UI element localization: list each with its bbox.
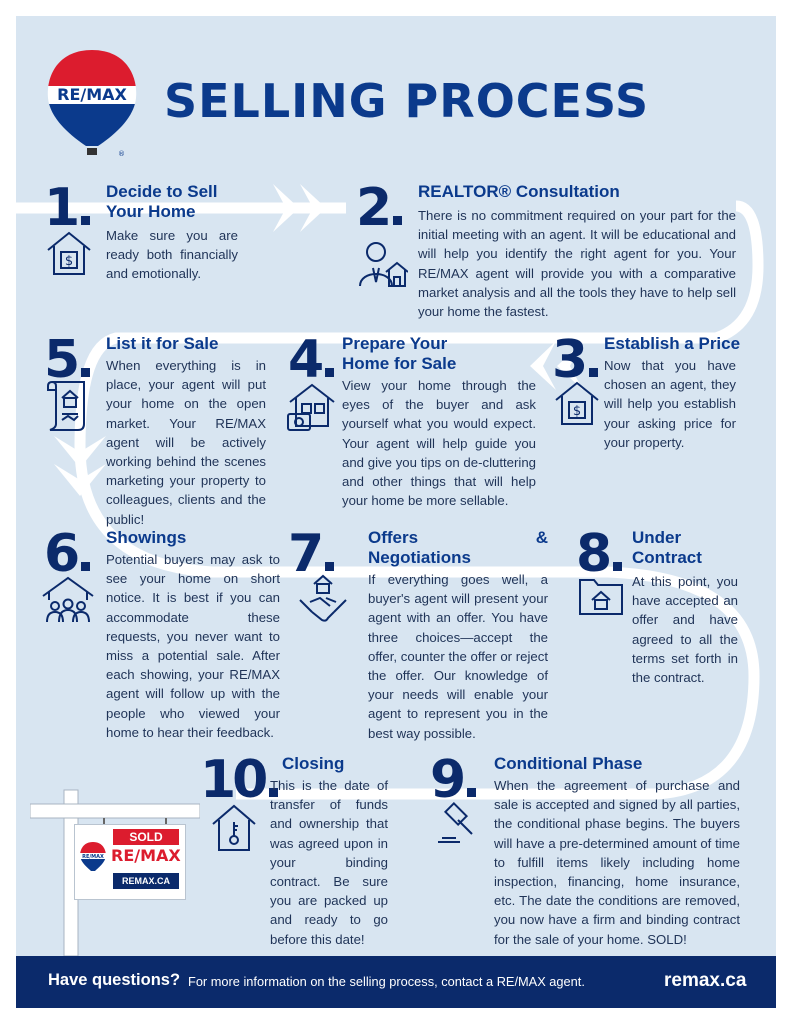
step-10-title: Closing bbox=[282, 754, 345, 773]
step-6-body: Potential buyers may ask to see your home on short notice. It is best if you can accommodate these requests, you never want to miss a potential sale. After each showing, your RE/MAX agent will follow up with the people who viewed your home to hear their feedback. bbox=[106, 552, 280, 740]
footer-website-link[interactable]: remax.ca bbox=[664, 970, 747, 991]
step-4-title: Prepare Your Home for Sale bbox=[342, 334, 457, 373]
step-2-title: REALTOR® Consultation bbox=[418, 182, 620, 201]
step-9-body: When the agreement of purchase and sale is accepted and signed by all parties, the conditional phase begins. The buyers will have a pre-determined amount of time to fulfill items likely including home inspection, financing, home insurance, etc. The date the conditions are removed, you now have a firm and binding contract for the sale of your home. SOLD! bbox=[494, 778, 740, 947]
step-5-number: 5 bbox=[44, 334, 90, 386]
agent-house-icon bbox=[356, 238, 408, 290]
step-6-number: 6 bbox=[44, 528, 90, 580]
folder-house-icon bbox=[578, 576, 624, 616]
sign-brand: RE/MAX bbox=[111, 846, 181, 865]
step-9-number: 9 bbox=[430, 754, 476, 806]
step-8-title: Under Contract bbox=[632, 528, 702, 567]
step-10-number: 10 bbox=[200, 754, 278, 806]
step-2-number: 2 bbox=[356, 182, 402, 234]
step-9-title: Conditional Phase bbox=[494, 754, 643, 773]
remax-balloon-logo bbox=[44, 46, 140, 158]
svg-text:®: ® bbox=[118, 150, 125, 158]
footer-question: Have questions? bbox=[48, 971, 181, 989]
sign-balloon-logo bbox=[79, 841, 107, 875]
svg-text:$: $ bbox=[64, 254, 74, 269]
svg-text:RE/MAX: RE/MAX bbox=[57, 85, 127, 104]
house-dollar-icon bbox=[552, 378, 602, 428]
step-1-number: 1 bbox=[44, 182, 90, 234]
step-5-body: When everything is in place, your agent will put your home on the open market. Your RE/MAX agent will be actively working behind the scenes marketing your property to colleagues, clients and the public! bbox=[106, 358, 266, 527]
handshake-house-icon bbox=[296, 572, 350, 626]
svg-text:RE/MAX: RE/MAX bbox=[82, 854, 104, 860]
infographic-page bbox=[16, 16, 776, 1008]
step-3-title: Establish a Price bbox=[604, 334, 741, 353]
step-7-number: 7 bbox=[288, 528, 334, 580]
sold-label: SOLD bbox=[113, 829, 179, 845]
step-4-number: 4 bbox=[288, 334, 334, 386]
house-dollar-icon bbox=[44, 228, 94, 278]
step-10-body: This is the date of transfer of funds and ownership that was agreed upon in your binding contract. Be sure you are packed up and ready to go before this date! bbox=[270, 778, 388, 947]
house-camera-icon bbox=[286, 380, 338, 432]
step-3-number: 3 bbox=[552, 334, 598, 386]
step-5-title: List it for Sale bbox=[106, 334, 219, 353]
gavel-icon bbox=[434, 802, 480, 846]
step-1-title: Decide to Sell Your Home bbox=[106, 182, 218, 221]
step-6-title: Showings bbox=[106, 528, 187, 547]
house-people-icon bbox=[40, 574, 96, 624]
footer-info-text: For more information on the selling process, contact a RE/MAX agent. bbox=[188, 974, 585, 989]
footer-bar bbox=[16, 956, 776, 1008]
step-2-body: There is no commitment required on your part for the initial meeting with an agent. It will be educational and will help you identify the right agent for you. Your RE/MAX agent will provide you with a comparative market analysis and all the tools they have to help sell your home the fastest. bbox=[418, 208, 736, 320]
page-title: SELLING PROCESS bbox=[164, 74, 650, 128]
svg-text:$: $ bbox=[572, 404, 582, 419]
listing-document-icon bbox=[44, 378, 92, 432]
step-7-title: Offers & Negotiations bbox=[368, 528, 548, 567]
step-8-body: At this point, you have accepted an offer and have agreed to all the terms set forth in the contract. bbox=[632, 574, 738, 686]
step-4-body: View your home through the eyes of the buyer and ask yourself what you would expect. Your agent will help guide you and give you tips on de-cluttering and other things that will help your home be more sellable. bbox=[342, 378, 536, 509]
step-7-body: If everything goes well, a buyer's agent will present your agent with an offer. You have three choices—accept the offer, counter the offer or reject the offer. Our knowledge of your needs will enable your agent to represent you in the best way possible. bbox=[368, 572, 548, 741]
step-3-body: Now that you have chosen an agent, they will help you establish your asking price for your property. bbox=[604, 358, 736, 450]
sign-website: REMAX.CA bbox=[113, 873, 179, 889]
step-1-body: Make sure you are ready both financially and emotionally. bbox=[106, 228, 238, 282]
sold-sign bbox=[74, 824, 186, 900]
house-key-icon bbox=[210, 802, 258, 852]
step-8-number: 8 bbox=[576, 528, 622, 580]
